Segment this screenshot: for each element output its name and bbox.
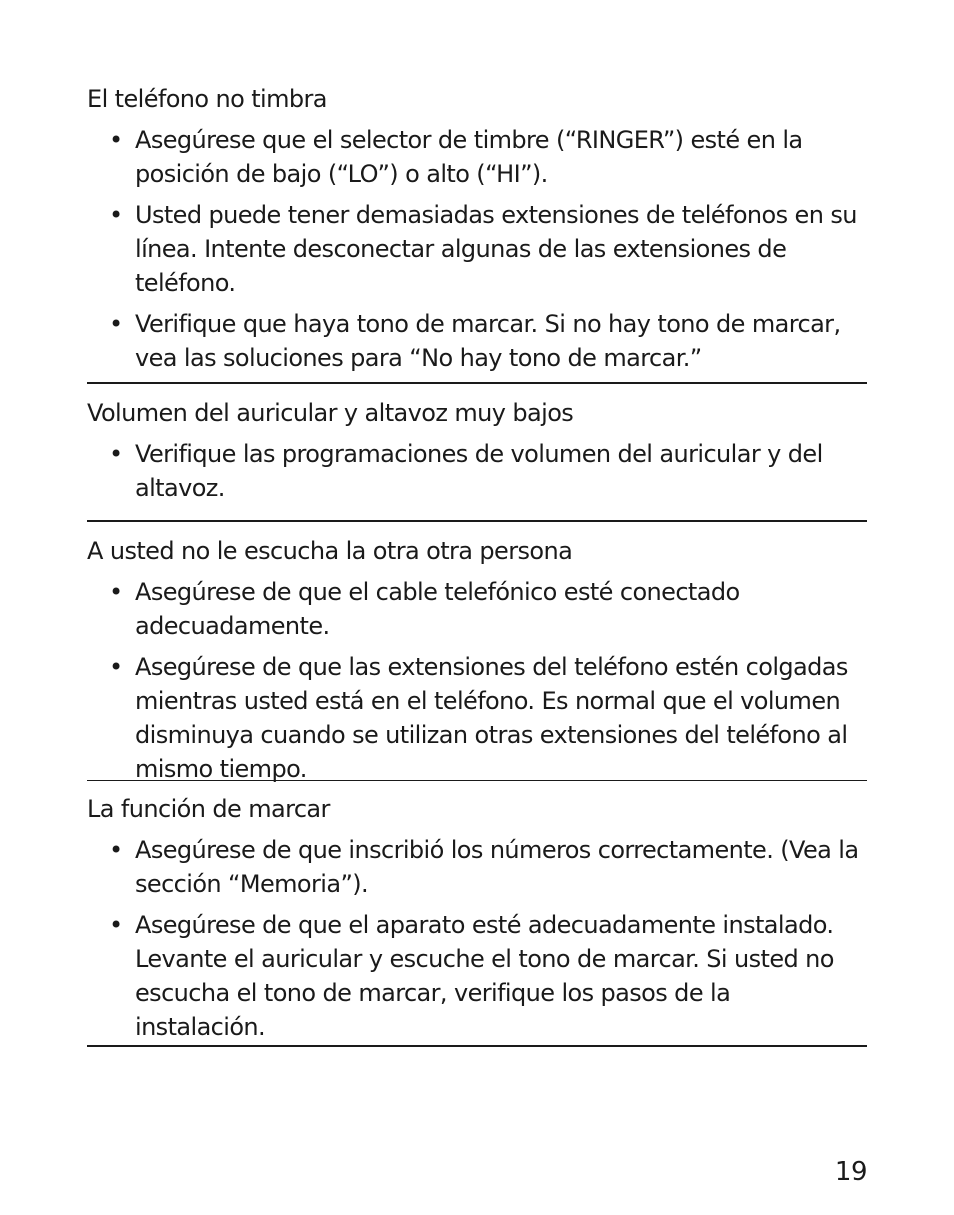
list-item	[87, 908, 867, 1044]
section-other-party-cannot-hear	[87, 534, 867, 781]
section-title: La función de marcar	[87, 795, 330, 823]
bullet-dot: •	[109, 126, 123, 154]
list-item-text: Verifique que haya tono de marcar. Si no hay tono de marcar, vea las soluciones para “No hay tono de marcar.”	[135, 310, 841, 372]
troubleshooting-page	[87, 82, 867, 1047]
bullet-dot: •	[109, 201, 123, 229]
list-item	[87, 833, 867, 901]
list-item	[87, 123, 867, 191]
list-item	[87, 198, 867, 300]
list-item-text: Asegúrese de que el aparato esté adecuadamente instalado. Levante el auricular y escuche el tono de marcar. Si usted no escucha el tono de marcar, verifique los pasos de la instalación.	[135, 911, 834, 1041]
page-number: 19	[834, 1157, 867, 1187]
list-item-text: Verifique las programaciones de volumen del auricular y del altavoz.	[135, 440, 823, 502]
bullet-list	[87, 123, 867, 375]
bullet-dot: •	[109, 911, 123, 939]
list-item-text: Usted puede tener demasiadas extensiones de teléfonos en su línea. Intente desconectar algunas de las extensiones de teléfono.	[135, 201, 857, 297]
section-title: El teléfono no timbra	[87, 85, 327, 113]
section-title: Volumen del auricular y altavoz muy bajos	[87, 399, 574, 427]
bullet-dot: •	[109, 578, 123, 606]
bullet-list	[87, 437, 867, 505]
section-title: A usted no le escucha la otra otra persona	[87, 537, 573, 565]
list-item	[87, 650, 867, 786]
bullet-dot: •	[109, 653, 123, 681]
list-item	[87, 437, 867, 505]
list-item	[87, 575, 867, 643]
section-dialing-function	[87, 792, 867, 1047]
section-low-volume	[87, 396, 867, 522]
bullet-list	[87, 833, 867, 1044]
list-item-text: Asegúrese de que inscribió los números correctamente. (Vea la sección “Memoria”).	[135, 836, 859, 898]
list-item-text: Asegúrese que el selector de timbre (“RINGER”) esté en la posición de bajo (“LO”) o alto (“HI”).	[135, 126, 803, 188]
list-item	[87, 307, 867, 375]
list-item-text: Asegúrese de que las extensiones del teléfono estén colgadas mientras usted está en el teléfono. Es normal que el volumen disminuya cuando se utilizan otras extensiones del teléfono al mismo tiempo.	[135, 653, 848, 783]
bullet-dot: •	[109, 310, 123, 338]
bullet-dot: •	[109, 440, 123, 468]
section-phone-does-not-ring	[87, 82, 867, 384]
bullet-list	[87, 575, 867, 786]
list-item-text: Asegúrese de que el cable telefónico esté conectado adecuadamente.	[135, 578, 740, 640]
bullet-dot: •	[109, 836, 123, 864]
